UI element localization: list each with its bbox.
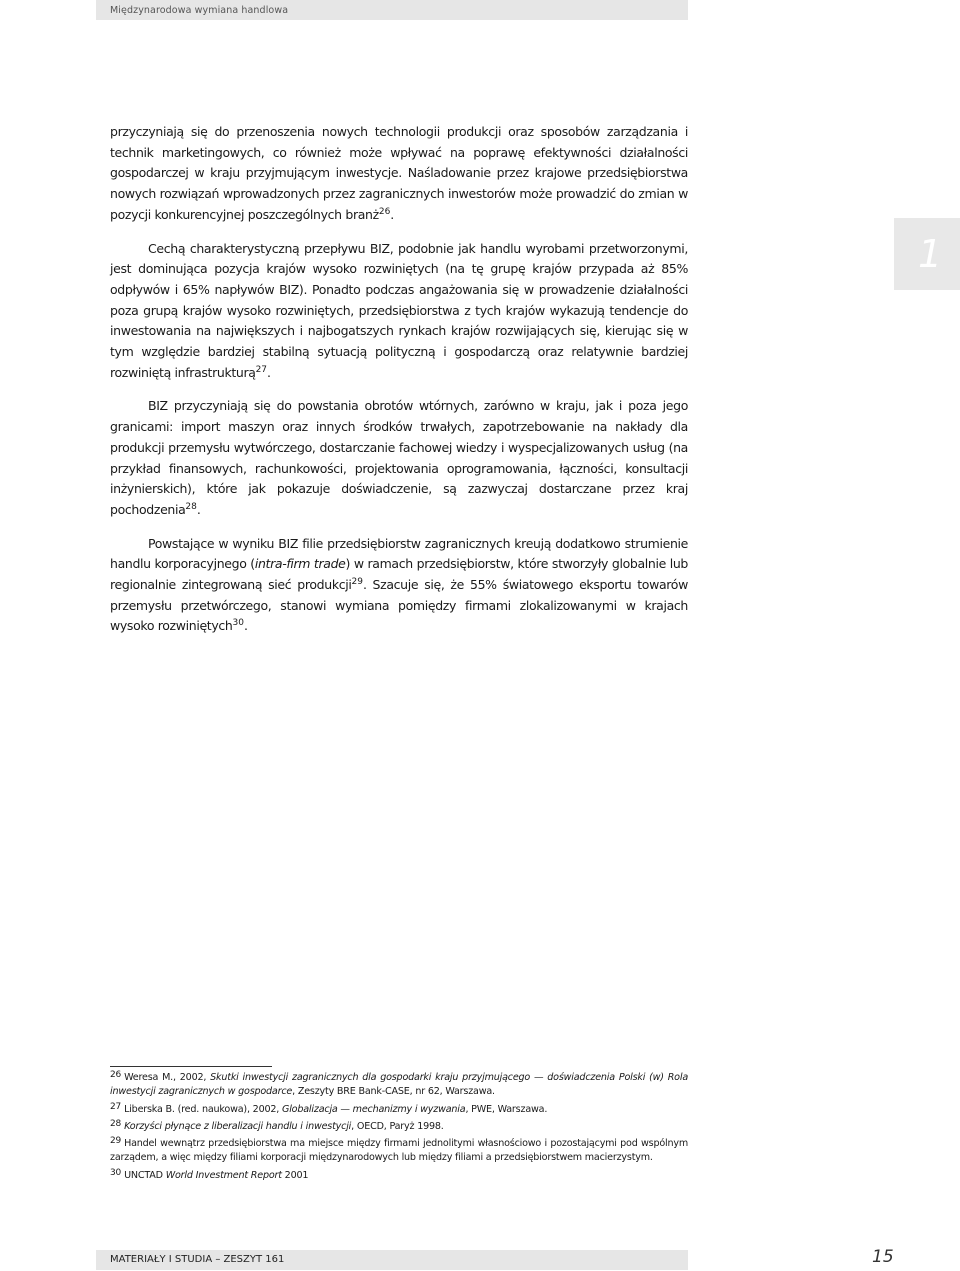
footnote-27: 27 Liberska B. (red. naukowa), 2002, Globalizacja — mechanizmy i wyzwania, PWE, Warszawa. bbox=[110, 1101, 548, 1115]
paragraph-2: Cechą charakterystyczną przepływu BIZ, podobnie jak handlu wyrobami przetworzonymi, jest dominująca pozycja krajów wysoko rozwiniętych (na tę grupę krajów przypada aż 85% odpływów i 65% napływów BIZ). Ponadto podczas angażowania się w prowadzenie działalności poza grupą krajów wysoko rozwiniętych, przedsiębiorstwa z tych krajów wykazują tendencje do inwestowania na największych i najbogatszych rynkach krajów rozwijających się, kierując się w tym względzie bardziej stabilną sytuacją polityczną i gospodarczą oraz relatywnie bardziej rozwiniętą infrastrukturą$^{27}$. bbox=[110, 240, 688, 380]
footnote-ref-28[interactable]: 28 bbox=[185, 501, 197, 512]
paragraph-3: BIZ przyczyniają się do powstania obrotów wtórnych, zarówno w kraju, jak i poza jego granicami: import maszyn oraz innych środków trwałych, zapotrzebowanie na nakłady dla produkcji przemysłu wytwórczego, dostarczanie fachowej wiedzy i wyspecjalizowanych usług (na przykład finansowych, rachunkowości, projektowania oprogramowania, łączności, konsultacji inżynierskich), które jak pokazuje doświadczenie, są zazwyczaj dostarczane przez kraj pochodzenia$^{28}$. bbox=[110, 398, 688, 517]
footnotes bbox=[110, 1068, 688, 1183]
footnote-separator bbox=[110, 1066, 272, 1067]
footnote-ref-26[interactable]: 26 bbox=[378, 206, 391, 217]
footnote-26: 26 Weresa M., 2002, Skutki inwestycji zagranicznych dla gospodarki kraju przyjmującego — doświadczenia Polski (w) Rola inwestycji zagranicznych w gospodarce, Zeszyty BRE Bank-CASE, nr 62, Warszawa. bbox=[110, 1070, 688, 1098]
footer-label: MATERIAŁY I STUDIA – ZESZYT 161 bbox=[110, 1254, 285, 1265]
footnote-30: 30 UNCTAD World Investment Report 2001 bbox=[110, 1167, 309, 1181]
footnote-ref-30[interactable]: 30 bbox=[232, 618, 244, 629]
page-number: 15 bbox=[872, 1247, 894, 1267]
chapter-number: 1 bbox=[918, 232, 943, 276]
footnote-ref-27[interactable]: 27 bbox=[255, 364, 268, 375]
term-intra-firm-trade: intra-firm trade bbox=[254, 556, 346, 572]
running-header-title: Międzynarodowa wymiana handlowa bbox=[110, 5, 289, 16]
footnote-29: 29 Handel wewnątrz przedsiębiorstwa ma miejsce między firmami jednolitymi własnościowo i pozostającymi pod wspólnym zarządem, a więc między filiami korporacji międzynarodowych lub między filiami a przedsiębiorstwem macierzystym. bbox=[110, 1136, 688, 1164]
paragraph-1: przyczyniają się do przenoszenia nowych technologii produkcji oraz sposobów zarządzania i technik marketingowych, co również może wpływać na poprawę efektywności działalności gospodarczej w kraju przyjmującym inwestycje. Naśladowanie przez krajowe przedsiębiorstwa nowych rozwiązań wprowadzonych przez zagranicznych inwestorów może prowadzić do zmian w pozycji konkurencyjnej poszczególnych branż$^{26}$. bbox=[110, 124, 688, 222]
footnote-28: 28 Korzyści płynące z liberalizacji handlu i inwestycji, OECD, Paryż 1998. bbox=[110, 1118, 444, 1132]
body-text bbox=[110, 122, 688, 650]
footnote-ref-29[interactable]: 29 bbox=[351, 577, 363, 588]
paragraph-4: Powstające w wyniku BIZ filie przedsiębiorstw zagranicznych kreują dodatkowo strumienie handlu korporacyjnego (intra-firm trade) w ramach przedsiębiorstw, które stworzyły globalnie lub regionalnie zintegrowaną sieć produkcji$^{29}$. Szacuje się, że 55% światowego eksportu towarów przemysłu przetwórczego, stanowi wymiana pomiędzy firmami zlokalizowanymi w krajach wysoko rozwiniętych$^{30}$. bbox=[110, 535, 689, 634]
